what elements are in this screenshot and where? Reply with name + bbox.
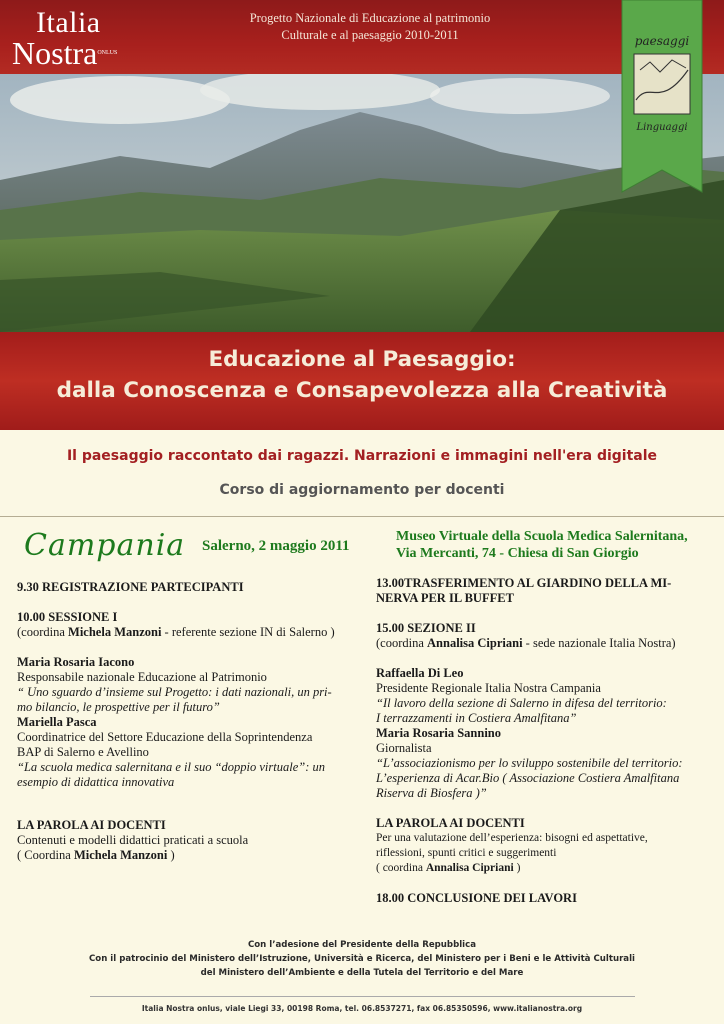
project-line2: Culturale e al paesaggio 2010-2011 <box>281 28 459 42</box>
speaker-role: Presidente Regionale Italia Nostra Campania <box>376 681 601 695</box>
landscape-photo <box>0 60 724 332</box>
project-line1: Progetto Nazionale di Educazione al patrimonio <box>249 11 491 25</box>
course-title: Corso di aggiornamento per docenti <box>219 482 505 498</box>
teachers-coordinator: ( Coordina Michela Manzoni ) <box>17 848 175 862</box>
session1-coordinator: (coordina Michela Manzoni - referente sezione IN di Salerno ) <box>17 625 335 639</box>
main-title-line2: dalla Conoscenza e Consapevolezza alla Creatività <box>56 378 668 403</box>
region-name: Campania <box>24 528 186 563</box>
ribbon-text-bottom: Linguaggi <box>636 122 688 133</box>
transfer-heading: NERVA PER IL BUFFET <box>376 591 514 605</box>
divider <box>0 516 724 517</box>
speaker-role: Responsabile nazionale Educazione al Patrimonio <box>17 670 267 684</box>
title-band <box>0 332 724 430</box>
venue-line2: Via Mercanti, 74 - Chiesa di San Giorgio <box>396 546 639 561</box>
transfer-heading: 13.00TRASFERIMENTO AL GIARDINO DELLA MI- <box>376 576 672 590</box>
session2-coordinator: (coordina Annalisa Cipriani - sede nazionale Italia Nostra) <box>376 636 676 650</box>
ribbon-text-top: paesaggi <box>634 34 690 48</box>
paesaggi-ribbon <box>620 0 704 200</box>
talk-title: Riserva di Biosfera )” <box>376 786 487 800</box>
event-date: Salerno, 2 maggio 2011 <box>202 538 350 554</box>
conclusion: 18.00 CONCLUSIONE DEI LAVORI <box>376 891 577 905</box>
speaker-name: Maria Rosaria Iacono <box>17 655 135 669</box>
main-title-line1: Educazione al Paesaggio: <box>208 347 516 372</box>
patronage-line3: del Ministero dell’Ambiente e della Tutela del Territorio e del Mare <box>200 968 524 978</box>
teachers-description: Per una valutazione dell’esperienza: bisogni ed aspettative, <box>376 832 648 844</box>
teachers-description: Contenuti e modelli didattici praticati a scuola <box>17 833 249 847</box>
registration: 9.30 REGISTRAZIONE PARTECIPANTI <box>17 580 244 594</box>
logo-mark: ONLUS <box>97 50 118 56</box>
talk-title: I terrazzamenti in Costiera Amalfitana” <box>376 711 577 725</box>
teachers-heading: LA PAROLA AI DOCENTI <box>17 818 166 832</box>
header-band <box>0 0 724 74</box>
talk-title: “ Uno sguardo d’insieme sul Progetto: i dati nazionali, un pri- <box>17 685 332 699</box>
talk-title: “L’associazionismo per lo sviluppo sostenibile del territorio: <box>376 756 683 770</box>
speaker-name: Raffaella Di Leo <box>376 666 464 680</box>
teachers-coordinator: ( coordina Annalisa Cipriani ) <box>376 862 521 874</box>
venue-line1: Museo Virtuale della Scuola Medica Salernitana, <box>396 529 688 544</box>
talk-title: mo bilancio, le prospettive per il futuro” <box>17 700 220 714</box>
speaker-role: Coordinatrice del Settore Educazione della Soprintendenza <box>17 730 313 744</box>
speaker-name: Maria Rosaria Sannino <box>376 726 502 740</box>
session1-heading: 10.00 SESSIONE I <box>17 610 118 624</box>
talk-title: L’esperienza di Acar.Bio ( Associazione Costiera Amalfitana <box>376 771 680 785</box>
project-title <box>200 10 540 44</box>
patronage-line2: Con il patrocinio del Ministero dell’Istruzione, Università e Ricerca, del Ministero per i Beni e le Attività Culturali <box>88 954 636 964</box>
speaker-role: BAP di Salerno e Avellino <box>17 745 149 759</box>
program-left-column <box>17 580 362 863</box>
talk-title: esempio di didattica innovativa <box>17 775 175 789</box>
teachers-description: riflessioni, spunti critici e suggerimenti <box>376 847 557 859</box>
italia-nostra-logo <box>12 6 118 71</box>
patronage-line1: Con l’adesione del Presidente della Repubblica <box>247 940 477 950</box>
session2-heading: 15.00 SEZIONE II <box>376 621 476 635</box>
contact-info: Italia Nostra onlus, viale Liegi 33, 00198 Roma, tel. 06.8537271, fax 06.85350596, www.italianostra.org <box>141 1004 583 1013</box>
speaker-name: Mariella Pasca <box>17 715 97 729</box>
speaker-role: Giornalista <box>376 741 432 755</box>
subtitle: Il paesaggio raccontato dai ragazzi. Narrazioni e immagini nell'era digitale <box>66 448 658 464</box>
talk-title: “Il lavoro della sezione di Salerno in difesa del territorio: <box>376 696 667 710</box>
teachers-heading: LA PAROLA AI DOCENTI <box>376 816 525 830</box>
patronage-footer <box>0 938 724 980</box>
footer-divider <box>90 996 635 997</box>
program-right-column <box>376 576 714 906</box>
main-title <box>0 344 724 406</box>
logo-line2: Nostra <box>12 35 98 71</box>
talk-title: “La scuola medica salernitana e il suo “doppio virtuale”: un <box>17 760 325 774</box>
event-venue <box>396 528 688 562</box>
logo-line1: Italia <box>36 6 101 39</box>
